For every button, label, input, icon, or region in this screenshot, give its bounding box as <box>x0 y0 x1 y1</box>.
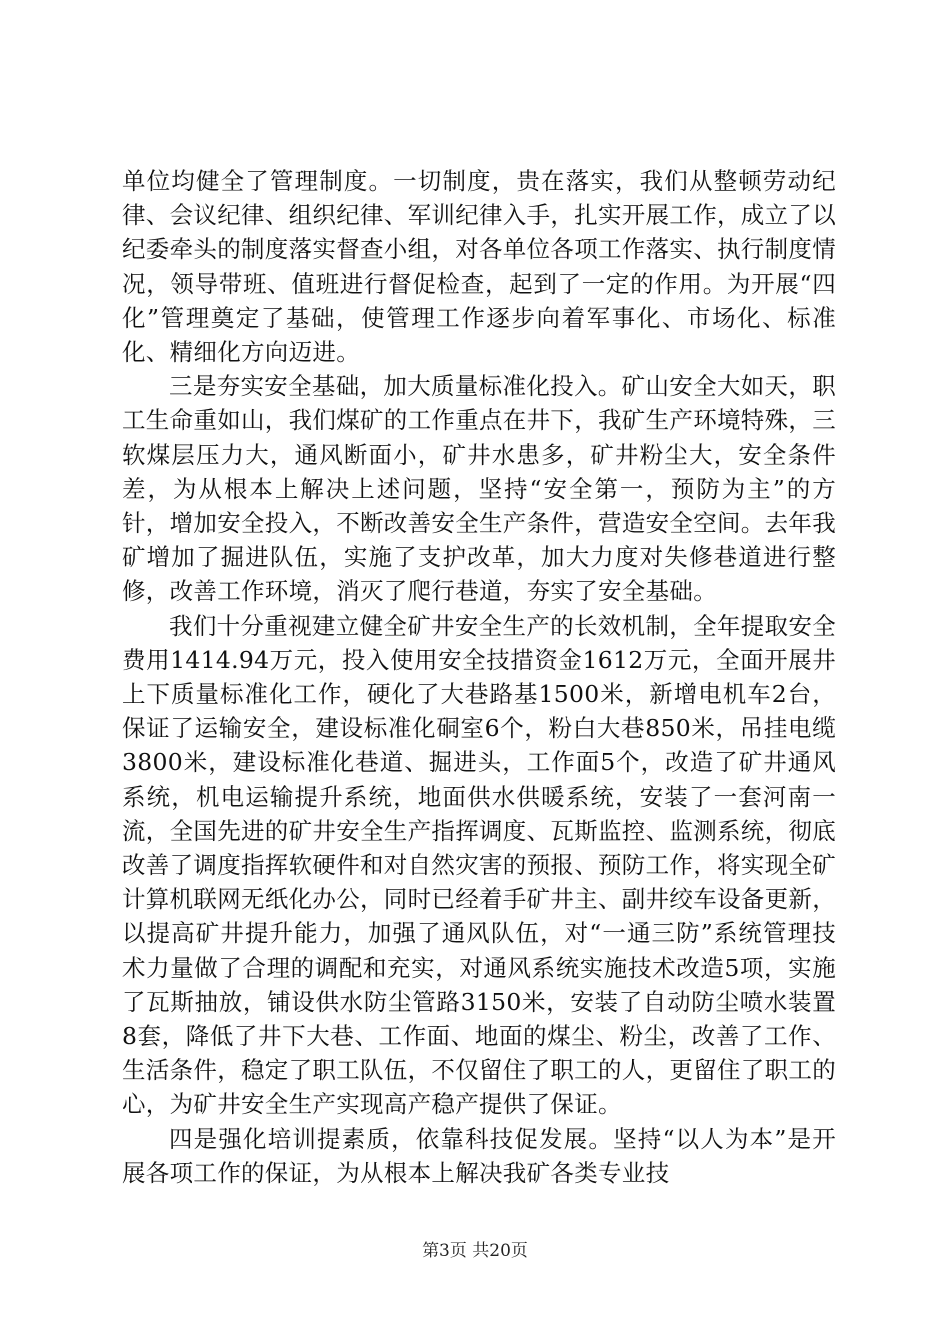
paragraph-safety-foundation: 三是夯实安全基础，加大质量标准化投入。矿山安全大如天，职工生命重如山，我们煤矿的工作重点在井下，我矿生产环境特殊，三软煤层压力大，通风断面小，矿井水患多，矿井粉尘大，安全条件差，为从根本上解决上述问题，坚持“安全第一，预防为主”的方针，增加安全投入，不断改善安全生产条件，营造安全空间。去年我矿增加了掘进队伍，实施了支护改革，加大力度对失修巷道进行整修，改善工作环境，消灭了爬行巷道，夯实了安全基础。 <box>122 372 836 606</box>
paragraph-training: 四是强化培训提素质，依靠科技促发展。坚持“以人为本”是开展各项工作的保证，为从根本上解决我矿各类专业技 <box>122 1124 836 1187</box>
paragraph-management-system: 单位均健全了管理制度。一切制度，贵在落实，我们从整顿劳动纪律、会议纪律、组织纪律、军训纪律入手，扎实开展工作，成立了以纪委牵头的制度落实督查小组，对各单位各项工作落实、执行制度情况，领导带班、值班进行督促检查，起到了一定的作用。为开展“四化”管理奠定了基础，使管理工作逐步向着军事化、市场化、标准化、精细化方向迈进。 <box>122 167 836 367</box>
paragraph-safety-mechanism: 我们十分重视建立健全矿井安全生产的长效机制，全年提取安全费用1414.94万元，投入使用安全技措资金1612万元，全面开展井上下质量标准化工作，硬化了大巷路基1500米，新增电机车2台，保证了运输安全，建设标准化硐室6个，粉白大巷850米，吊挂电缆3800米，建设标准化巷道、掘进头，工作面5个，改造了矿井通风系统，机电运输提升系统，地面供水供暖系统，安装了一套河南一流，全国先进的矿井安全生产指挥调度、瓦斯监控、监测系统，彻底改善了调度指挥软硬件和对自然灾害的预报、预防工作，将实现全矿计算机联网无纸化办公，同时已经着手矿井主、副井绞车设备更新，以提高矿井提升能力，加强了通风队伍，对“一通三防”系统管理技术力量做了合理的调配和充实，对通风系统实施技术改造5项，实施了瓦斯抽放，铺设供水防尘管路3150米，安装了自动防尘喷水装置8套，降低了井下大巷、工作面、地面的煤尘、粉尘，改善了工作、生活条件，稳定了职工队伍，不仅留住了职工的人，更留住了职工的心，为矿井安全生产实现高产稳产提供了保证。 <box>122 611 836 1119</box>
page-number-footer: 第3页 共20页 <box>422 1241 528 1261</box>
document-body <box>122 164 836 1190</box>
